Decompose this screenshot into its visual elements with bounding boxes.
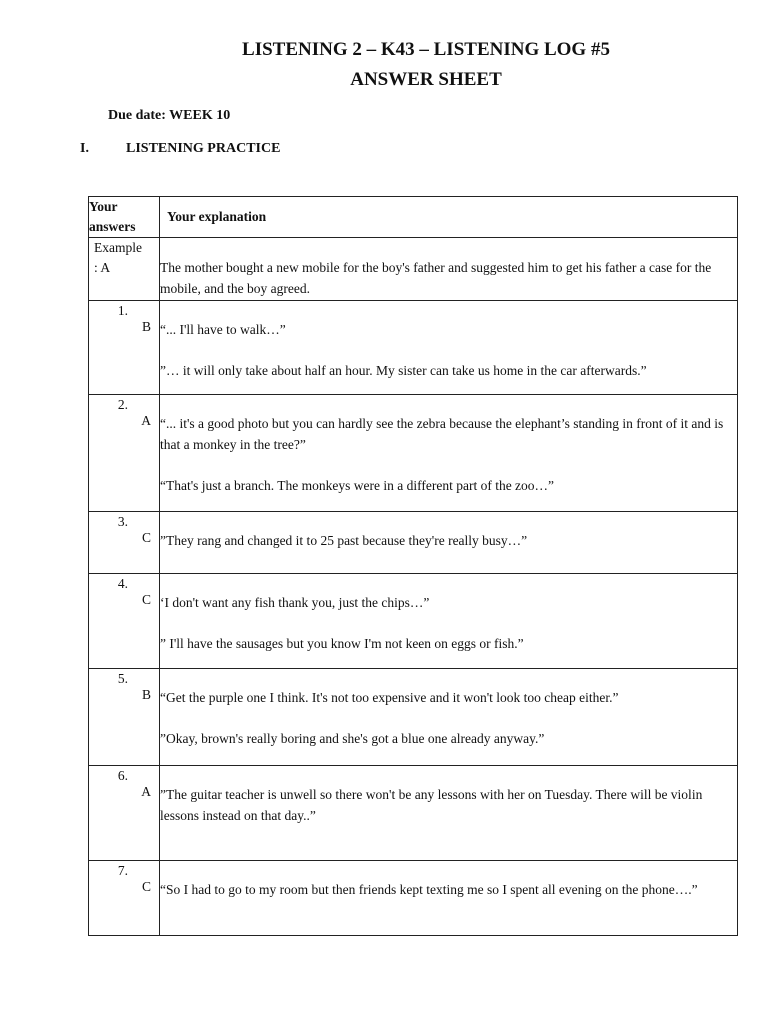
question-number: 7. (117, 863, 128, 878)
question-number: 2. (117, 397, 128, 412)
answer-letter: A (141, 413, 151, 428)
answer-letter: B (141, 319, 151, 334)
example-label-line1: Example (94, 240, 142, 255)
explanation-cell (160, 861, 738, 936)
answer-table (88, 196, 738, 936)
table-row (89, 766, 738, 861)
answer-cell (89, 766, 160, 861)
answer-cell (89, 669, 160, 766)
answer-cell (89, 861, 160, 936)
answer-letter: B (141, 687, 151, 702)
explanation-line: “That's just a branch. The monkeys were in a different part of the zoo…” (160, 478, 555, 493)
header-answers-line1: Your (89, 199, 118, 214)
answer-cell (89, 301, 160, 395)
explanation-cell (160, 512, 738, 574)
explanation-cell (160, 669, 738, 766)
example-label (89, 238, 160, 301)
example-label-line2: : A (94, 260, 111, 275)
question-number: 6. (117, 768, 128, 783)
table-row (89, 669, 738, 766)
explanation-line: “So I had to go to my room but then friends kept texting me so I spent all evening on the phone….” (160, 882, 698, 897)
explanation-cell (160, 301, 738, 395)
explanation-line: ” I'll have the sausages but you know I'm not keen on eggs or fish.” (160, 636, 524, 651)
answer-cell (89, 512, 160, 574)
question-number: 5. (117, 671, 128, 686)
answer-letter: A (141, 784, 151, 799)
answer-cell (89, 395, 160, 512)
explanation-line: ”The guitar teacher is unwell so there won't be any lessons with her on Tuesday. There will be violin lessons instead on that day..” (160, 787, 703, 823)
due-date: Due date: WEEK 10 (108, 108, 231, 123)
explanation-line: ”… it will only take about half an hour. My sister can take us home in the car afterwards.” (160, 363, 647, 378)
explanation-cell (160, 574, 738, 669)
explanation-line: ‘I don't want any fish thank you, just the chips…” (160, 595, 430, 610)
example-row (89, 238, 738, 301)
table-row (89, 574, 738, 669)
answer-letter: C (141, 592, 151, 607)
explanation-line: ”They rang and changed it to 25 past because they're really busy…” (160, 533, 528, 548)
explanation-line: “... I'll have to walk…” (160, 322, 286, 337)
explanation-cell (160, 395, 738, 512)
header-answers-line2: answers (89, 219, 136, 234)
explanation-line: “Get the purple one I think. It's not too expensive and it won't look too cheap either.” (160, 690, 619, 705)
table-row (89, 301, 738, 395)
answer-letter: C (141, 530, 151, 545)
header-your-answers (89, 197, 160, 238)
question-number: 4. (117, 576, 128, 591)
explanation-line: “... it's a good photo but you can hardly see the zebra because the elephant’s standing in front of it and is that a monkey in the tree?” (160, 416, 724, 452)
example-explanation: The mother bought a new mobile for the boy's father and suggested him to get his father a case for the mobile, and the boy agreed. (160, 238, 738, 301)
answer-letter: C (141, 879, 151, 894)
answer-cell (89, 574, 160, 669)
explanation-cell (160, 766, 738, 861)
page-title: LISTENING 2 – K43 – LISTENING LOG #5 (242, 39, 610, 60)
table-row (89, 395, 738, 512)
table-header-row (89, 197, 738, 238)
section-title: LISTENING PRACTICE (126, 141, 281, 156)
table-row (89, 512, 738, 574)
question-number: 3. (117, 514, 128, 529)
header-your-explanation: Your explanation (160, 197, 738, 238)
table-row (89, 861, 738, 936)
section-number: I. (80, 141, 89, 156)
explanation-line: ”Okay, brown's really boring and she's got a blue one already anyway.” (160, 731, 545, 746)
page-subtitle: ANSWER SHEET (350, 69, 502, 90)
question-number: 1. (117, 303, 128, 318)
